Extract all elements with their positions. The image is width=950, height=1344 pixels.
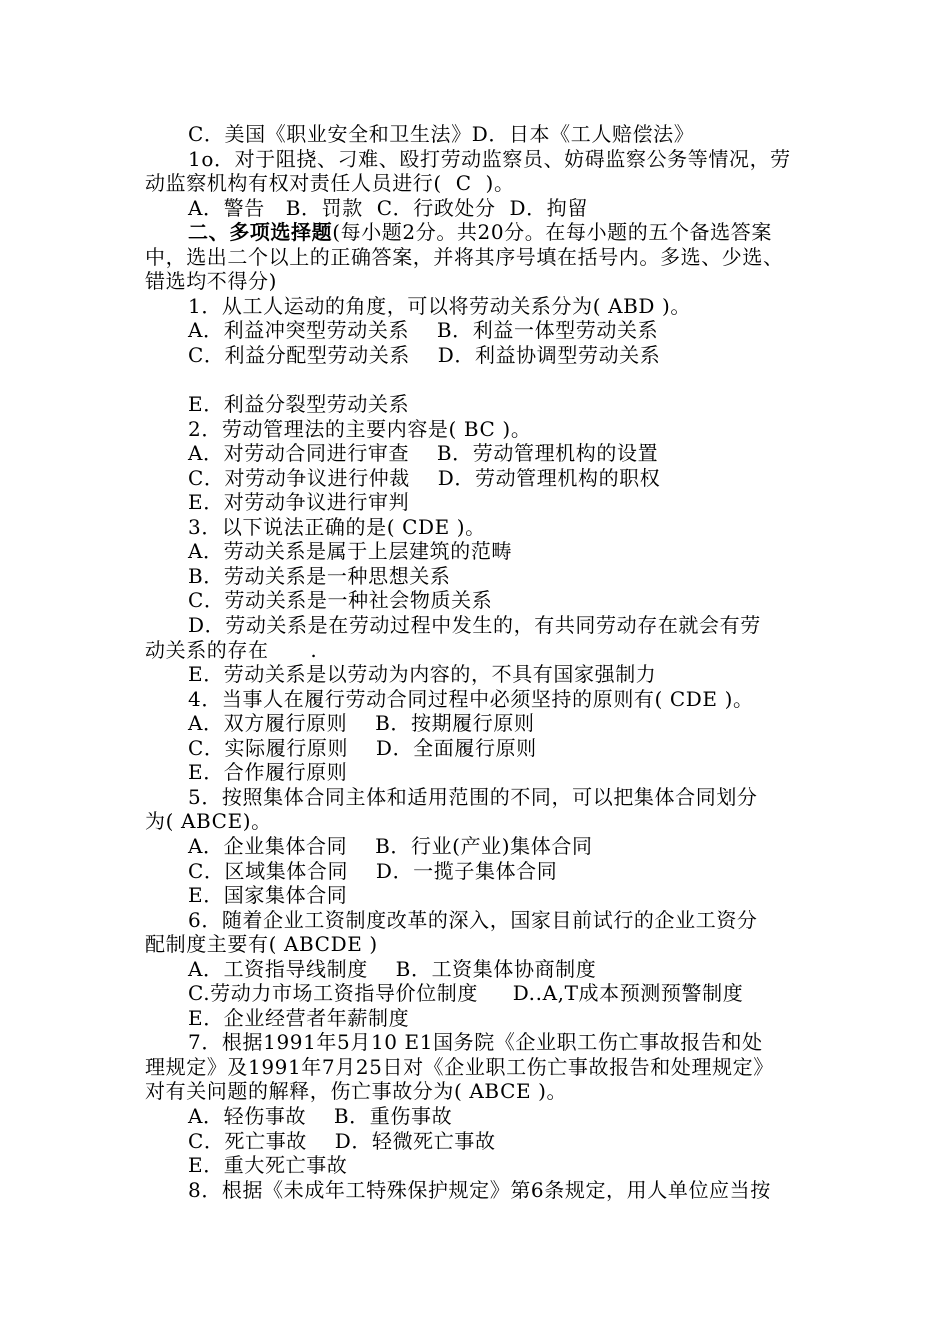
line-text: A．工资指导线制度 B．工资集体协商制度 bbox=[188, 956, 597, 981]
text-line bbox=[188, 564, 858, 588]
text-line bbox=[188, 859, 858, 883]
text-line bbox=[188, 957, 858, 981]
text-line bbox=[188, 318, 858, 342]
text-line bbox=[188, 122, 858, 146]
line-text: 2．劳动管理法的主要内容是( BC )。 bbox=[188, 416, 532, 441]
text-line bbox=[188, 196, 858, 220]
text-line bbox=[188, 834, 858, 858]
line-text: 错选均不得分) bbox=[145, 269, 278, 294]
text-line bbox=[188, 613, 858, 637]
line-text: 1．从工人运动的角度，可以将劳动关系分为( ABD )。 bbox=[188, 293, 692, 318]
text-line bbox=[188, 294, 858, 318]
line-text: E．重大死亡事故 bbox=[188, 1153, 348, 1178]
line-text: 4．当事人在履行劳动合同过程中必须坚持的原则有( CDE )。 bbox=[188, 686, 754, 711]
text-line bbox=[188, 1030, 858, 1054]
line-text: 中，选出二个以上的正确答案，并将其序号填在括号内。多选、少选、 bbox=[145, 244, 784, 269]
line-text: B．劳动关系是一种思想关系 bbox=[188, 563, 451, 588]
text-line bbox=[188, 147, 858, 171]
text-line bbox=[188, 392, 858, 416]
text-line bbox=[188, 1178, 858, 1202]
line-text: A．利益冲突型劳动关系 B．利益一体型劳动关系 bbox=[188, 318, 659, 343]
line-text: 6．随着企业工资制度改革的深入，国家目前试行的企业工资分 bbox=[188, 907, 758, 932]
line-text: A．劳动关系是属于上层建筑的范畴 bbox=[188, 539, 513, 564]
line-text: A．警告 B．罚款 C．行政处分 D．拘留 bbox=[188, 195, 588, 220]
text-line bbox=[188, 760, 858, 784]
text-line bbox=[188, 736, 858, 760]
text-line bbox=[145, 245, 815, 269]
text-line bbox=[188, 1129, 858, 1153]
text-line bbox=[145, 638, 815, 662]
text-line bbox=[145, 1079, 815, 1103]
line-text: C．美国《职业安全和卫生法》D．日本《工人赔偿法》 bbox=[188, 122, 695, 146]
line-text: E．劳动关系是以劳动为内容的，不具有国家强制力 bbox=[188, 662, 657, 687]
line-text: C.劳动力市场工资指导价位制度 D..A,T成本预测预警制度 bbox=[188, 981, 744, 1006]
line-text: 1o．对于阻挠、刁难、殴打劳动监察员、妨碍监察公务等情况，劳 bbox=[188, 146, 791, 171]
line-text: 3．以下说法正确的是( CDE )。 bbox=[188, 514, 486, 539]
line-text: 动监察机构有权对责任人员进行( C )。 bbox=[145, 171, 515, 196]
text-line bbox=[188, 490, 858, 514]
text-line bbox=[188, 981, 858, 1005]
text-line bbox=[188, 539, 858, 563]
line-text: E．利益分裂型劳动关系 bbox=[188, 392, 410, 417]
text-line bbox=[188, 1006, 858, 1030]
line-text: A．对劳动合同进行审查 B．劳动管理机构的设置 bbox=[188, 441, 659, 466]
line-text: 配制度主要有( ABCDE ) bbox=[145, 932, 378, 957]
text-line bbox=[188, 466, 858, 490]
line-text: E．国家集体合同 bbox=[188, 883, 348, 908]
line-text: 对有关问题的解释，伤亡事故分为( ABCE )。 bbox=[145, 1079, 568, 1104]
line-text: A．轻伤事故 B．重伤事故 bbox=[188, 1104, 453, 1128]
text-line bbox=[188, 785, 858, 809]
text-line bbox=[145, 171, 815, 195]
text-line bbox=[188, 343, 858, 367]
text-line bbox=[188, 711, 858, 735]
line-text: D．劳动关系是在劳动过程中发生的，有共同劳动存在就会有劳 bbox=[188, 613, 761, 637]
line-text: C．对劳动争议进行仲裁 D．劳动管理机构的职权 bbox=[188, 465, 661, 490]
line-text: C．区域集体合同 D．一揽子集体合同 bbox=[188, 858, 558, 883]
line-text: 动关系的存在 . bbox=[145, 637, 318, 662]
text-line bbox=[145, 269, 815, 293]
line-text: E．对劳动争议进行审判 bbox=[188, 490, 410, 515]
line-text: A．双方履行原则 B．按期履行原则 bbox=[188, 711, 535, 736]
text-line bbox=[188, 662, 858, 686]
line-text: 5．按照集体合同主体和适用范围的不同，可以把集体合同划分 bbox=[188, 784, 758, 809]
text-line bbox=[188, 1104, 858, 1128]
line-text: C．利益分配型劳动关系 D．利益协调型劳动关系 bbox=[188, 342, 661, 367]
text-line bbox=[188, 441, 858, 465]
text-line bbox=[188, 687, 858, 711]
line-text: C．劳动关系是一种社会物质关系 bbox=[188, 588, 493, 613]
line-text: C．死亡事故 D．轻微死亡事故 bbox=[188, 1128, 496, 1153]
line-text: 为( ABCE)。 bbox=[145, 809, 272, 834]
line-text: E．企业经营者年薪制度 bbox=[188, 1005, 410, 1030]
line-text: C．实际履行原则 D．全面履行原则 bbox=[188, 735, 537, 760]
line-text: 理规定》及1991年7月25日对《企业职工伤亡事故报告和处理规定》 bbox=[145, 1054, 774, 1079]
line-text: 8．根据《未成年工特殊保护规定》第6条规定，用人单位应当按 bbox=[188, 1177, 771, 1202]
text-line bbox=[145, 932, 815, 956]
text-line bbox=[145, 1055, 815, 1079]
section-heading: 二、多项选择题 bbox=[188, 220, 333, 245]
text-line bbox=[188, 883, 858, 907]
line-text: E．合作履行原则 bbox=[188, 760, 348, 785]
text-line bbox=[145, 809, 815, 833]
text-line bbox=[188, 220, 858, 244]
text-line bbox=[188, 1153, 858, 1177]
line-text: A．企业集体合同 B．行业(产业)集体合同 bbox=[188, 833, 593, 858]
text-line bbox=[188, 515, 858, 539]
text-line bbox=[188, 417, 858, 441]
line-text: (每小题2分。共20分。在每小题的五个备选答案 bbox=[332, 220, 772, 245]
text-line bbox=[188, 588, 858, 612]
text-line bbox=[188, 908, 858, 932]
line-text: 7．根据1991年5月10 E1国务院《企业职工伤亡事故报告和处 bbox=[188, 1030, 763, 1055]
